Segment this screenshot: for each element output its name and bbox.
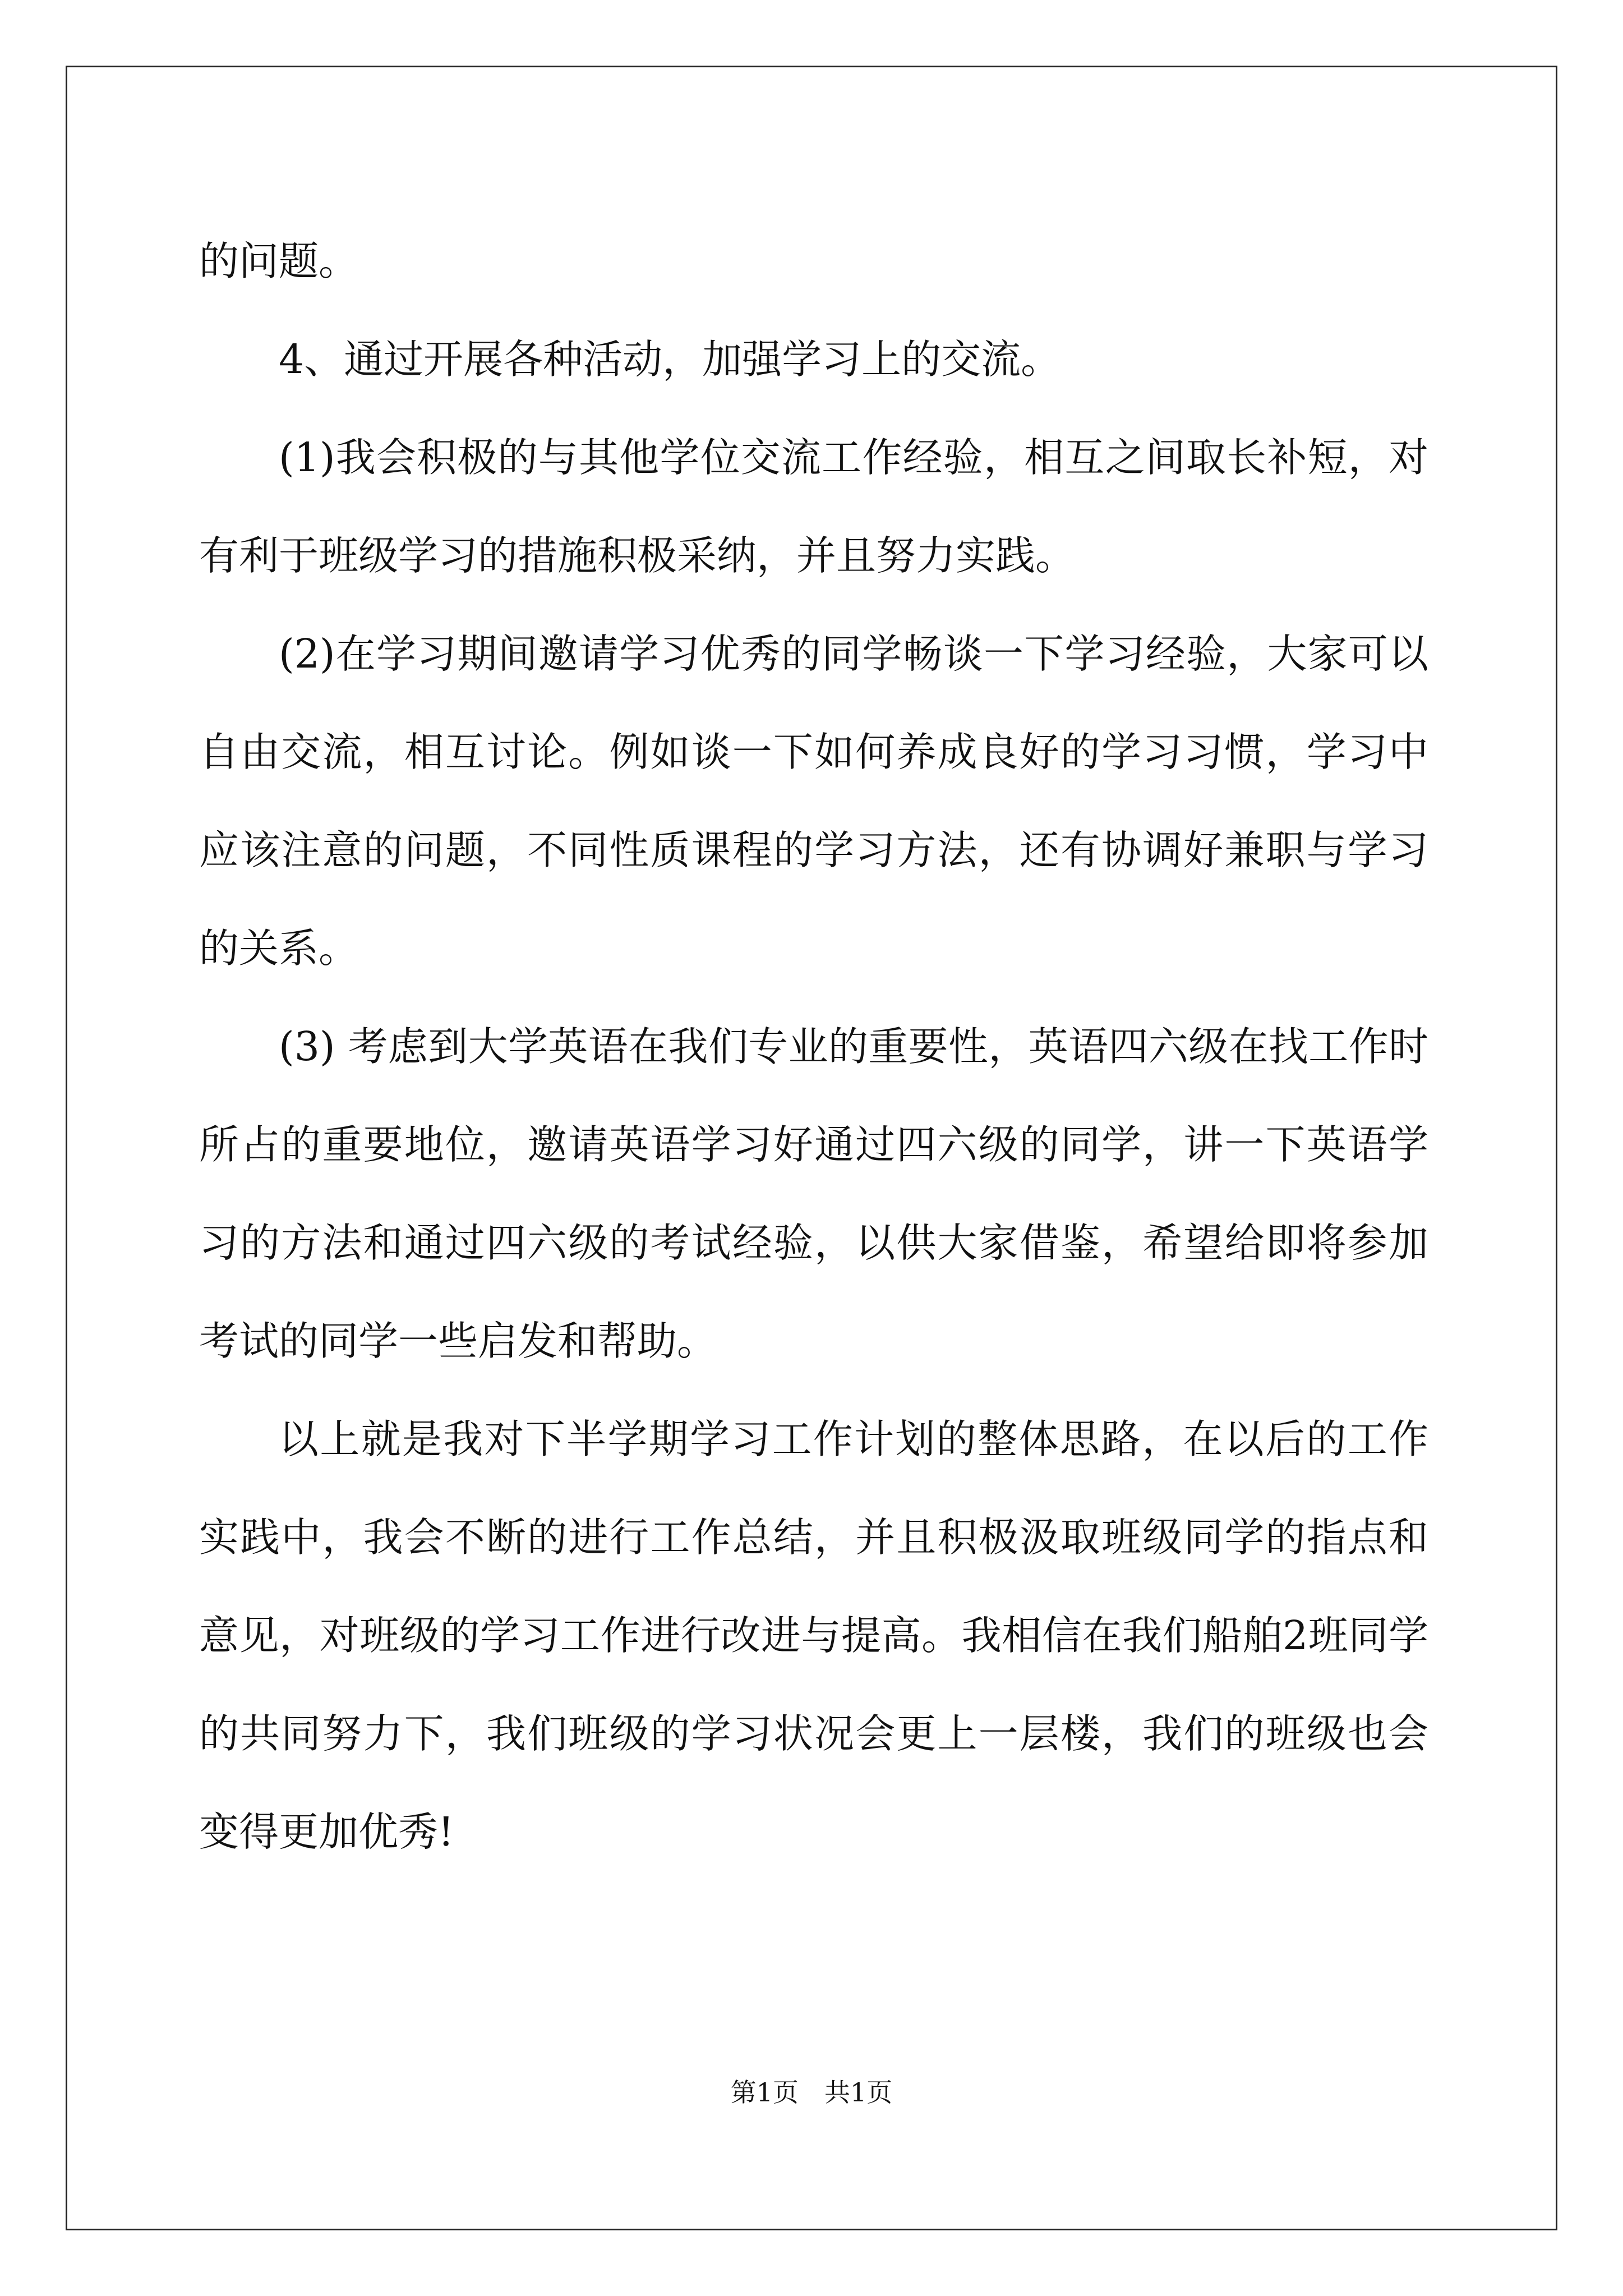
paragraph-continuation: 的问题。 (199, 238, 359, 284)
document-body (199, 212, 1428, 1881)
page-footer (0, 2076, 1623, 2109)
paragraph-sub-1: (1)我会积极的与其他学位交流工作经验，相互之间取长补短，对有利于班级学习的措施积极采纳，并且努力实践。 (199, 434, 1428, 579)
paragraph-sub-2: (2)在学习期间邀请学习优秀的同学畅谈一下学习经验，大家可以自由交流，相互讨论。例如谈一下如何养成良好的学习习惯，学习中应该注意的问题，不同性质课程的学习方法，还有协调好兼职与学习的关系。 (199, 631, 1428, 972)
page-number: 第1页 (730, 2077, 799, 2108)
paragraph-sub-3: (3) 考虑到大学英语在我们专业的重要性，英语四六级在找工作时所占的重要地位，邀请英语学习好通过四六级的同学，讲一下英语学习的方法和通过四六级的考试经验，以供大家借鉴，希望给即将参加考试的同学一些启发和帮助。 (199, 1023, 1428, 1364)
page-total: 共1页 (824, 2077, 893, 2108)
paragraph-item-4: 4、通过开展各种活动，加强学习上的交流。 (279, 336, 1061, 383)
paragraph-conclusion: 以上就是我对下半学期学习工作计划的整体思路，在以后的工作实践中，我会不断的进行工作总结，并且积极汲取班级同学的指点和意见，对班级的学习工作进行改进与提高。我相信在我们船舶2班同学的共同努力下，我们班级的学习状况会更上一层楼，我们的班级也会变得更加优秀! (199, 1416, 1428, 1855)
